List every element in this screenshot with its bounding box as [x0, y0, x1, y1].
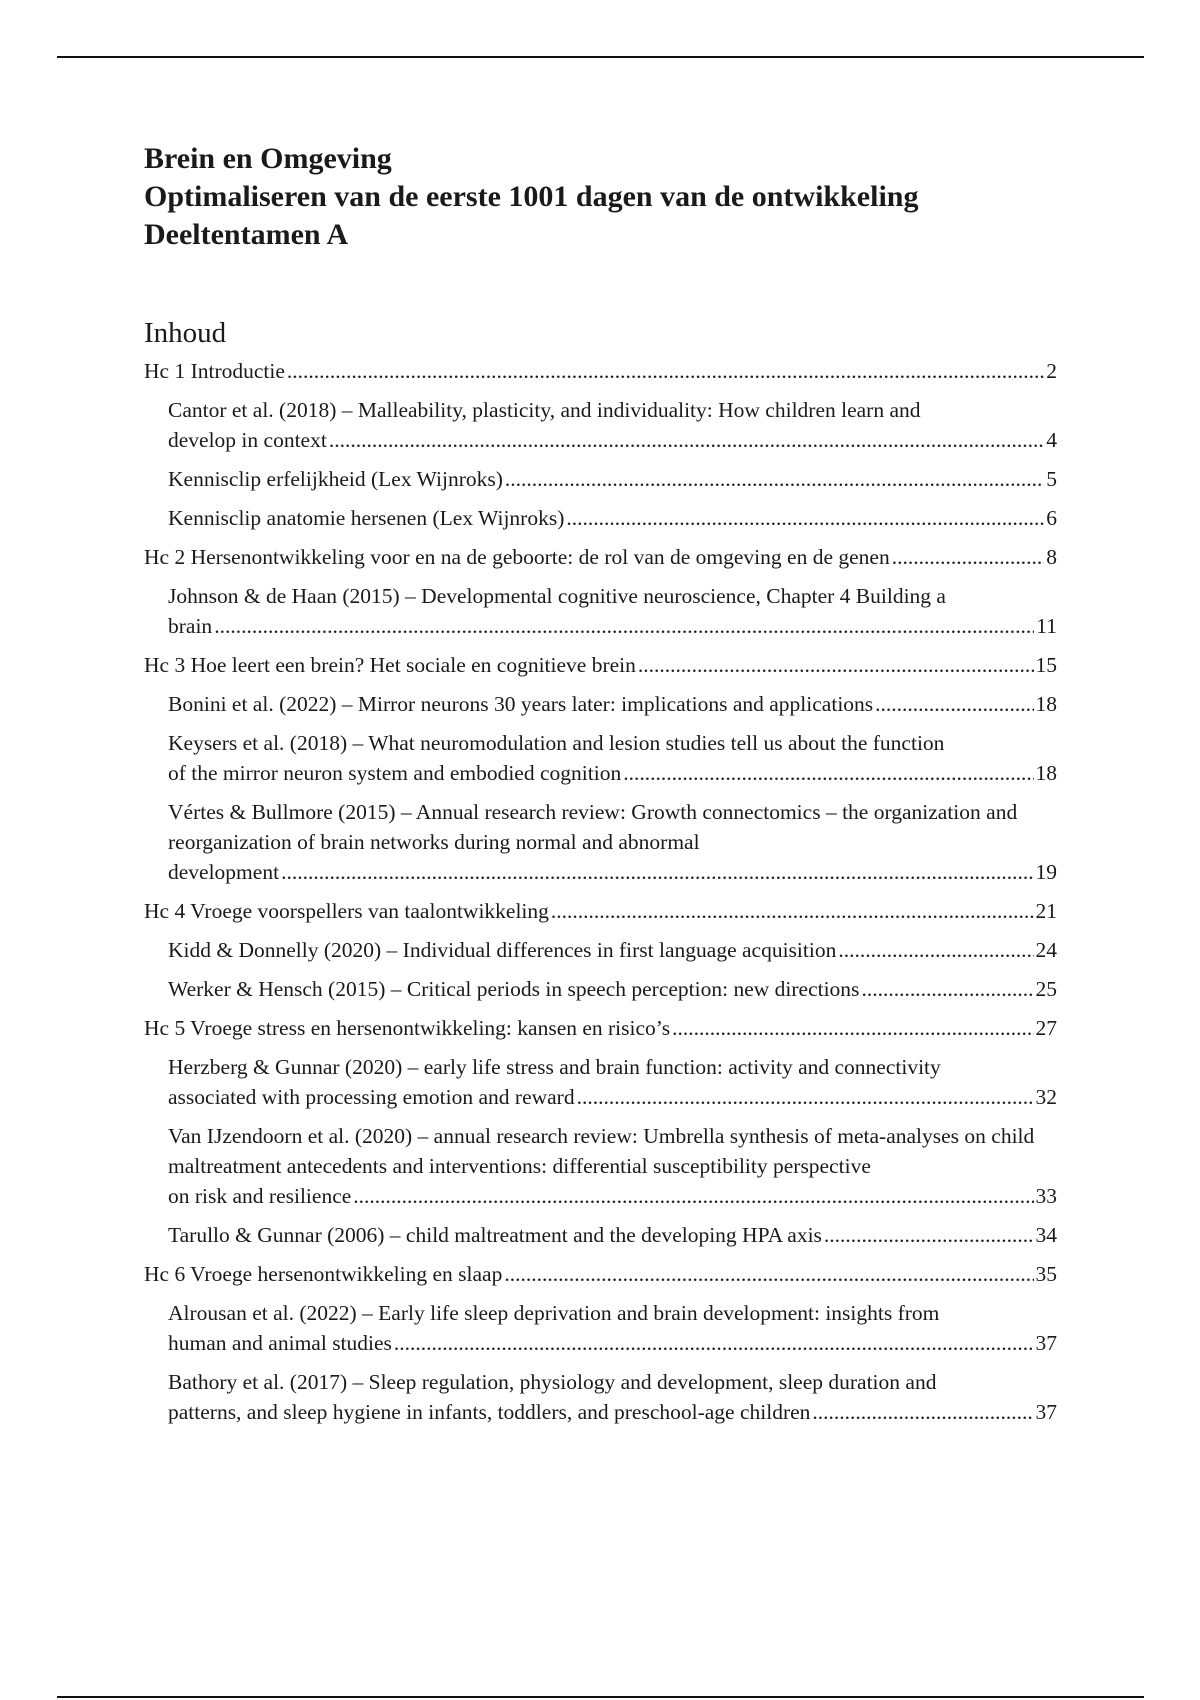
- toc-entry-line: [168, 464, 1057, 494]
- toc-entry-title: development: [168, 860, 280, 884]
- toc-dot-leader: [214, 611, 1034, 641]
- toc-entry-title: on risk and resilience: [168, 1184, 352, 1208]
- toc-heading: Inhoud: [144, 317, 227, 349]
- toc-entry-title: Kennisclip erfelijkheid (Lex Wijnroks): [168, 467, 503, 491]
- toc-entry-line: [144, 1259, 1057, 1289]
- toc-reading-entry[interactable]: [168, 1121, 1057, 1211]
- toc-entry-line: [168, 1082, 1057, 1112]
- toc-entry-title: Hc 4 Vroege voorspellers van taalontwikkeling: [144, 899, 549, 923]
- toc-dot-leader: [623, 758, 1033, 788]
- toc-reading-entry[interactable]: [168, 1052, 1057, 1112]
- toc-dot-leader: [329, 425, 1044, 455]
- toc-chapter-entry[interactable]: [144, 1259, 1057, 1289]
- toc-chapter-entry[interactable]: [144, 1013, 1057, 1043]
- toc-page-number: 32: [1035, 1085, 1057, 1109]
- toc-entry-line: [168, 1181, 1057, 1211]
- toc-dot-leader: [287, 356, 1044, 386]
- toc-dot-leader: [281, 857, 1033, 887]
- toc-entry-line: [144, 896, 1057, 926]
- toc-page-number: 5: [1046, 467, 1057, 491]
- toc-entry-title: patterns, and sleep hygiene in infants, toddlers, and preschool-age children: [168, 1400, 811, 1424]
- toc-entry-title-start: Herzberg & Gunnar (2020) – early life stress and brain function: activity and connectivity: [168, 1055, 941, 1079]
- toc-reading-entry[interactable]: [168, 935, 1057, 965]
- toc-dot-leader: [861, 974, 1033, 1004]
- toc-entry-title: Bonini et al. (2022) – Mirror neurons 30 years later: implications and applications: [168, 692, 874, 716]
- toc-entry-title-start: Bathory et al. (2017) – Sleep regulation, physiology and development, sleep duration and: [168, 1370, 937, 1394]
- document-title: [144, 140, 1057, 254]
- toc-entry-line: [168, 1220, 1057, 1250]
- toc-entry-title: Werker & Hensch (2015) – Critical periods in speech perception: new directions: [168, 977, 860, 1001]
- toc-dot-leader: [824, 1220, 1034, 1250]
- toc-page-number: 2: [1046, 359, 1057, 383]
- toc-page-number: 37: [1035, 1400, 1057, 1424]
- toc-dot-leader: [504, 1259, 1033, 1289]
- toc-dot-leader: [505, 464, 1044, 494]
- toc-entry-line: [168, 425, 1057, 455]
- toc-dot-leader: [638, 650, 1034, 680]
- toc-reading-entry[interactable]: [168, 581, 1057, 641]
- toc-entry-line: [168, 857, 1057, 887]
- toc-chapter-entry[interactable]: [144, 896, 1057, 926]
- page-content: [144, 140, 1057, 1436]
- toc-page-number: 4: [1046, 428, 1057, 452]
- toc-reading-entry[interactable]: [168, 797, 1057, 887]
- toc-page-number: 21: [1035, 899, 1057, 923]
- toc-dot-leader: [892, 542, 1045, 572]
- toc-reading-entry[interactable]: [168, 395, 1057, 455]
- toc-entry-title: of the mirror neuron system and embodied cognition: [168, 761, 622, 785]
- toc-page-number: 11: [1036, 614, 1057, 638]
- toc-entry-line: [144, 1013, 1057, 1043]
- toc-dot-leader: [551, 896, 1034, 926]
- toc-page-number: 33: [1035, 1184, 1057, 1208]
- toc-page-number: 19: [1035, 860, 1057, 884]
- toc-entry-title: Hc 6 Vroege hersenontwikkeling en slaap: [144, 1262, 503, 1286]
- toc-page-number: 18: [1035, 692, 1057, 716]
- toc-entry-line: [168, 974, 1057, 1004]
- toc-entry-title: Hc 1 Introductie: [144, 359, 285, 383]
- toc-entry-title: Kidd & Donnelly (2020) – Individual differences in first language acquisition: [168, 938, 837, 962]
- toc-entry-line: [168, 689, 1057, 719]
- toc-entry-title-start: Alrousan et al. (2022) – Early life sleep deprivation and brain development: insights from: [168, 1301, 940, 1325]
- toc-reading-entry[interactable]: [168, 689, 1057, 719]
- toc-page-number: 35: [1035, 1262, 1057, 1286]
- toc-entry-title: develop in context: [168, 428, 327, 452]
- toc-dot-leader: [353, 1181, 1033, 1211]
- toc-entry-title: Tarullo & Gunnar (2006) – child maltreatment and the developing HPA axis: [168, 1223, 822, 1247]
- toc-page-number: 24: [1035, 938, 1057, 962]
- toc-entry-title: associated with processing emotion and reward: [168, 1085, 575, 1109]
- toc-dot-leader: [566, 503, 1044, 533]
- table-of-contents: [144, 356, 1057, 1427]
- toc-chapter-entry[interactable]: [144, 650, 1057, 680]
- toc-page-number: 34: [1035, 1223, 1057, 1247]
- toc-reading-entry[interactable]: [168, 1220, 1057, 1250]
- toc-entry-title-start: Cantor et al. (2018) – Malleability, plasticity, and individuality: How children learn and: [168, 398, 921, 422]
- toc-entry-title: Hc 2 Hersenontwikkeling voor en na de geboorte: de rol van de omgeving en de genen: [144, 545, 890, 569]
- toc-chapter-entry[interactable]: [144, 542, 1057, 572]
- toc-entry-line: [168, 758, 1057, 788]
- toc-reading-entry[interactable]: [168, 728, 1057, 788]
- toc-page-number: 8: [1046, 545, 1057, 569]
- toc-page-number: 27: [1035, 1016, 1057, 1040]
- toc-page-number: 15: [1035, 653, 1057, 677]
- toc-chapter-entry[interactable]: [144, 356, 1057, 386]
- toc-entry-line: [168, 611, 1057, 641]
- toc-entry-line: [144, 356, 1057, 386]
- toc-entry-title-start: Johnson & de Haan (2015) – Developmental cognitive neuroscience, Chapter 4 Building a: [168, 584, 946, 608]
- toc-page-number: 6: [1046, 506, 1057, 530]
- toc-reading-entry[interactable]: [168, 1367, 1057, 1427]
- toc-dot-leader: [394, 1328, 1034, 1358]
- bottom-rule: [57, 1696, 1144, 1698]
- top-rule: [57, 56, 1144, 58]
- toc-dot-leader: [838, 935, 1033, 965]
- toc-entry-line: [168, 1397, 1057, 1427]
- toc-reading-entry[interactable]: [168, 974, 1057, 1004]
- toc-dot-leader: [875, 689, 1033, 719]
- title-line-subtitle: Optimaliseren van de eerste 1001 dagen van de ontwikkeling: [144, 180, 919, 213]
- toc-reading-entry[interactable]: [168, 503, 1057, 533]
- toc-reading-entry[interactable]: [168, 1298, 1057, 1358]
- toc-page-number: 25: [1035, 977, 1057, 1001]
- toc-entry-title: human and animal studies: [168, 1331, 392, 1355]
- toc-entry-line: [168, 1328, 1057, 1358]
- toc-entry-title-start: Keysers et al. (2018) – What neuromodulation and lesion studies tell us about the function: [168, 731, 945, 755]
- toc-entry-line: [144, 650, 1057, 680]
- toc-entry-title: brain: [168, 614, 213, 638]
- toc-entry-line: [168, 935, 1057, 965]
- toc-entry-title-start: Vértes & Bullmore (2015) – Annual research review: Growth connectomics – the organization and reorganization of brain networks during normal and abnormal: [168, 800, 1018, 854]
- toc-entry-line: [144, 542, 1057, 572]
- toc-dot-leader: [577, 1082, 1034, 1112]
- toc-entry-title-start: Van IJzendoorn et al. (2020) – annual research review: Umbrella synthesis of meta-analyses on child maltreatment antecedents and interventions: differential susceptibility perspective: [168, 1124, 1035, 1178]
- toc-entry-title: Hc 5 Vroege stress en hersenontwikkeling: kansen en risico’s: [144, 1016, 671, 1040]
- toc-dot-leader: [812, 1397, 1033, 1427]
- toc-entry-line: [168, 503, 1057, 533]
- toc-dot-leader: [672, 1013, 1033, 1043]
- toc-reading-entry[interactable]: [168, 464, 1057, 494]
- toc-page-number: 37: [1035, 1331, 1057, 1355]
- toc-entry-title: Kennisclip anatomie hersenen (Lex Wijnroks): [168, 506, 565, 530]
- title-line-exam: Deeltentamen A: [144, 218, 349, 251]
- toc-entry-title: Hc 3 Hoe leert een brein? Het sociale en cognitieve brein: [144, 653, 636, 677]
- title-line-course: Brein en Omgeving: [144, 142, 392, 175]
- toc-page-number: 18: [1035, 761, 1057, 785]
